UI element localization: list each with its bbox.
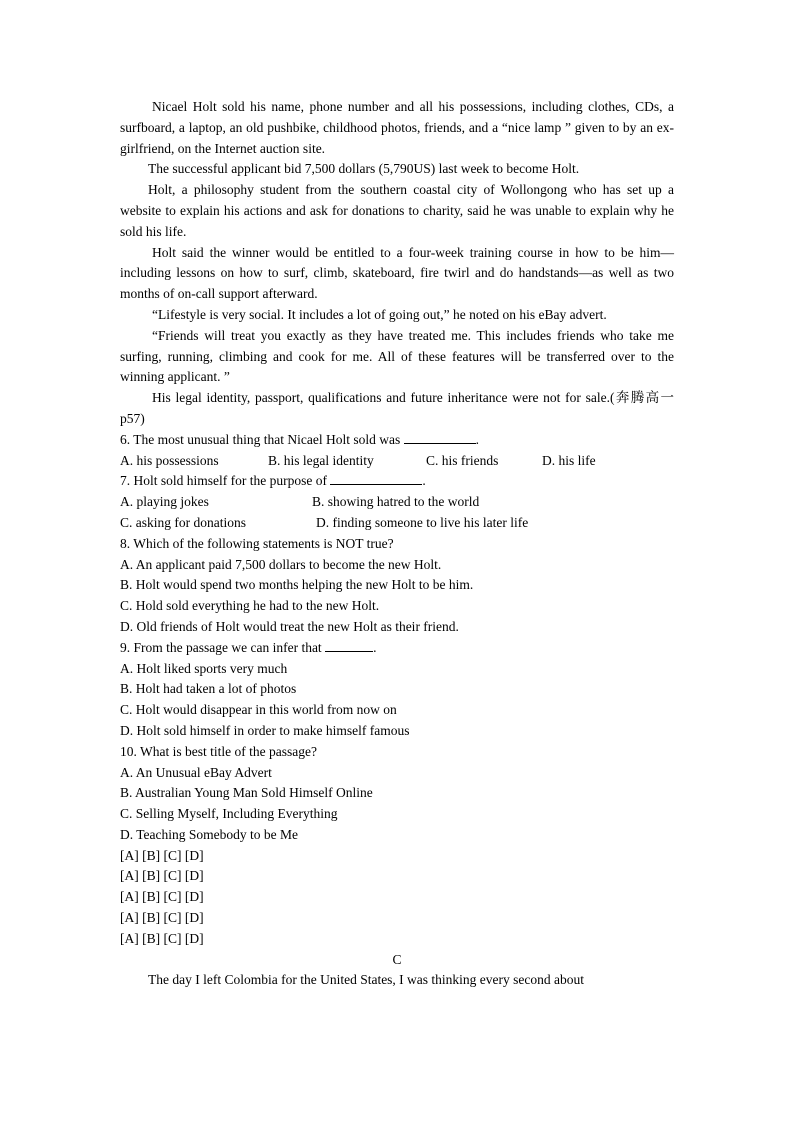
- paragraph-6: “Friends will treat you exactly as they have treated me. This includes friends who take me surfing, running, climbing and cook for me. All of these features will be transferred over to the winning applicant. ”: [120, 327, 674, 385]
- question-stem: [120, 638, 674, 659]
- question-6: [120, 430, 674, 472]
- options-row: [120, 492, 674, 513]
- option-d: D. his life: [542, 452, 596, 468]
- option-b: B. his legal identity: [268, 452, 374, 468]
- section-label: C: [392, 951, 402, 967]
- question-7: [120, 471, 674, 533]
- paragraph-4: Holt said the winner would be entitled to a four-week training course in how to be him—including lessons on how to surf, climb, skateboard, fire twirl and do handstands—as well as two months of on-call support afterward.: [120, 244, 674, 302]
- paragraph-7: His legal identity, passport, qualifications and future inheritance were not for sale.(奔腾高一 p57): [120, 390, 674, 426]
- option-b: B. Holt had taken a lot of photos: [120, 681, 297, 697]
- option-c: C. Hold sold everything he had to the new Holt.: [120, 598, 380, 614]
- question-8: [120, 534, 674, 638]
- question-stem: 10. What is best title of the passage?: [120, 743, 317, 759]
- option-c: C. Selling Myself, Including Everything: [120, 806, 338, 822]
- paragraph-2: The successful applicant bid 7,500 dollars (5,790US) last week to become Holt.: [148, 161, 580, 177]
- option-a: A. An applicant paid 7,500 dollars to become the new Holt.: [120, 556, 442, 572]
- question-stem-text: 7. Holt sold himself for the purpose of: [120, 473, 331, 489]
- answer-blank: [330, 472, 422, 485]
- answer-row: [A] [B] [C] [D]: [120, 930, 204, 946]
- option-c: C. his friends: [426, 452, 499, 468]
- answer-row: [A] [B] [C] [D]: [120, 868, 204, 884]
- answer-row: [A] [B] [C] [D]: [120, 889, 204, 905]
- document-page: [120, 97, 674, 991]
- question-stem-end: .: [475, 431, 479, 447]
- options-row: [120, 513, 674, 534]
- option-d: D. Holt sold himself in order to make himself famous: [120, 722, 410, 738]
- option-d: D. finding someone to live his later life: [316, 514, 529, 530]
- option-b: B. showing hatred to the world: [312, 494, 480, 510]
- question-stem: [120, 471, 674, 492]
- option-c: C. Holt would disappear in this world from now on: [120, 702, 397, 718]
- option-a: A. his possessions: [120, 452, 219, 468]
- answer-sheet: [120, 846, 674, 950]
- option-d: D. Teaching Somebody to be Me: [120, 826, 299, 842]
- question-stem-end: .: [373, 639, 377, 655]
- question-10: [120, 742, 674, 846]
- answer-row: [A] [B] [C] [D]: [120, 910, 204, 926]
- paragraph-1: Nicael Holt sold his name, phone number and all his possessions, including clothes, CDs, a surfboard, a laptop, an old pushbike, childhood photos, friends, and a “nice lamp ” given to by an ex-girlfriend, on the Internet auction site.: [120, 99, 674, 156]
- options-row: [120, 451, 674, 472]
- paragraph-5: “Lifestyle is very social. It includes a lot of going out,” he noted on his eBay advert.: [152, 306, 607, 322]
- answer-row: [A] [B] [C] [D]: [120, 847, 204, 863]
- question-9: [120, 638, 674, 742]
- question-stem-text: 9. From the passage we can infer that: [120, 639, 326, 655]
- answer-blank: [325, 639, 373, 652]
- next-passage-start: The day I left Colombia for the United States, I was thinking every second about: [148, 972, 585, 988]
- option-d: D. Old friends of Holt would treat the new Holt as their friend.: [120, 618, 459, 634]
- option-c: C. asking for donations: [120, 514, 246, 530]
- question-stem-end: .: [422, 473, 426, 489]
- answer-blank: [404, 431, 476, 444]
- option-b: B. Australian Young Man Sold Himself Online: [120, 785, 373, 801]
- question-stem: [120, 430, 674, 451]
- option-a: A. playing jokes: [120, 494, 209, 510]
- option-b: B. Holt would spend two months helping the new Holt to be him.: [120, 577, 474, 593]
- option-a: A. An Unusual eBay Advert: [120, 764, 272, 780]
- passage: [120, 97, 674, 430]
- option-a: A. Holt liked sports very much: [120, 660, 288, 676]
- question-stem-text: 6. The most unusual thing that Nicael Holt sold was: [120, 431, 404, 447]
- question-stem: 8. Which of the following statements is NOT true?: [120, 535, 394, 551]
- paragraph-3: Holt, a philosophy student from the southern coastal city of Wollongong who has set up a website to explain his actions and ask for donations to charity, said he was unable to explain why he sold his life.: [120, 182, 674, 239]
